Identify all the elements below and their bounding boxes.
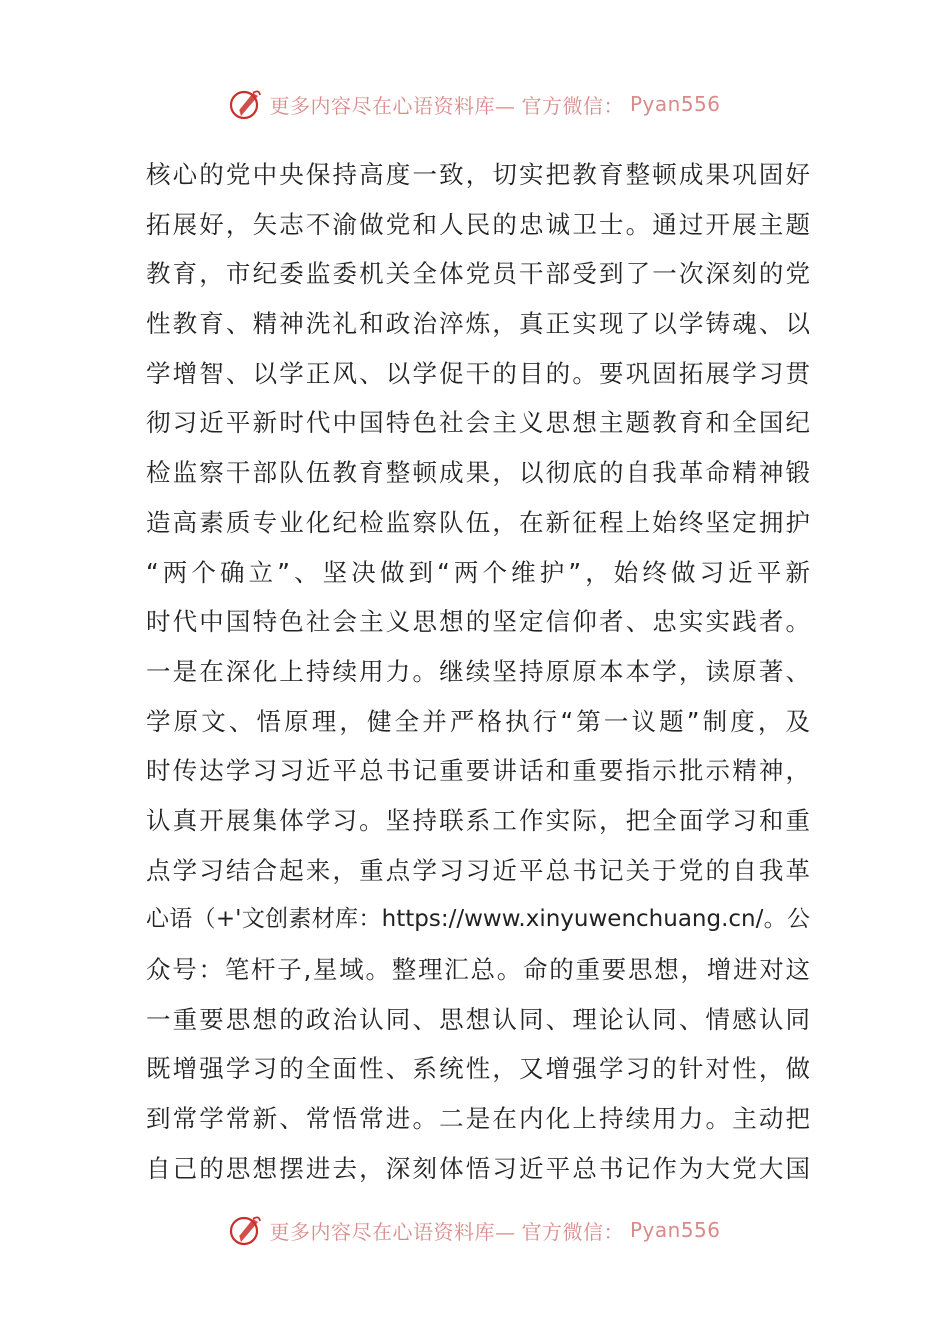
footer-site-text: 更多内容尽在心语资料库— bbox=[269, 1219, 516, 1244]
body-text-line: 拓展好，矢志不渝做党和人民的忠诚卫士。通过开展主题 bbox=[146, 209, 810, 239]
body-text-line: 众号：笔杆子,星域。整理汇总。命的重要思想，增进对这 bbox=[146, 955, 810, 984]
body-text-line: 造高素质专业化纪检监察队伍，在新征程上始终坚定拥护 bbox=[146, 507, 810, 537]
body-text-line: 自己的思想摆进去，深刻体悟习近平总书记作为大党大国 bbox=[146, 1153, 810, 1183]
footer-banner-content bbox=[229, 1213, 720, 1247]
body-text-line: “两个确立”、坚决做到“两个维护”，始终做习近平新 bbox=[146, 557, 810, 587]
body-text-line: 教育，市纪委监委机关全体党员干部受到了一次深刻的党 bbox=[146, 259, 810, 289]
body-text-line: 彻习近平新时代中国特色社会主义思想主题教育和全国纪 bbox=[146, 408, 810, 438]
footer-wechat-label: 官方微信： bbox=[521, 1219, 624, 1244]
body-text-line: 一是在深化上持续用力。继续坚持原原本本学，读原著、 bbox=[146, 656, 810, 686]
header-banner bbox=[0, 84, 950, 124]
body-text-line: 一重要思想的政治认同、思想认同、理论认同、情感认同 bbox=[146, 1004, 810, 1034]
body-text-line: 核心的党中央保持高度一致，切实把教育整顿成果巩固好 bbox=[146, 160, 810, 189]
header-site-text: 更多内容尽在心语资料库— bbox=[269, 93, 516, 118]
body-text-line: 学增智、以学正风、以学促干的目的。要巩固拓展学习贯 bbox=[146, 358, 810, 388]
body-text-line: 认真开展集体学习。坚持联系工作实际，把全面学习和重 bbox=[146, 805, 810, 835]
body-text-line: 时传达学习习近平总书记重要讲话和重要指示批示精神， bbox=[146, 756, 810, 786]
footer-banner bbox=[0, 1210, 950, 1250]
pen-logo-icon bbox=[229, 1213, 263, 1247]
document-body bbox=[146, 150, 810, 1193]
footer-wechat-id: Pyan556 bbox=[629, 1218, 721, 1242]
body-text-line: 心语（+'文创素材库：https://www.xinyuwenchuang.cn/。公 bbox=[146, 906, 810, 933]
body-text-line: 学原文、悟原理，健全并严格执行“第一议题”制度，及 bbox=[146, 706, 810, 736]
body-text-line: 到常学常新、常悟常进。二是在内化上持续用力。主动把 bbox=[146, 1104, 810, 1134]
body-text-line: 点学习结合起来，重点学习习近平总书记关于党的自我革 bbox=[146, 855, 810, 885]
body-text-line: 检监察干部队伍教育整顿成果，以彻底的自我革命精神锻 bbox=[146, 458, 810, 488]
body-text-line: 性教育、精神洗礼和政治淬炼，真正实现了以学铸魂、以 bbox=[146, 309, 810, 339]
header-wechat-label: 官方微信： bbox=[521, 93, 624, 118]
pen-logo-icon bbox=[229, 87, 263, 121]
header-banner-content bbox=[229, 87, 720, 121]
header-wechat-id: Pyan556 bbox=[629, 92, 721, 116]
body-text-line: 时代中国特色社会主义思想的坚定信仰者、忠实实践者。 bbox=[146, 607, 810, 637]
body-text-line: 既增强学习的全面性、系统性，又增强学习的针对性，做 bbox=[146, 1054, 810, 1084]
